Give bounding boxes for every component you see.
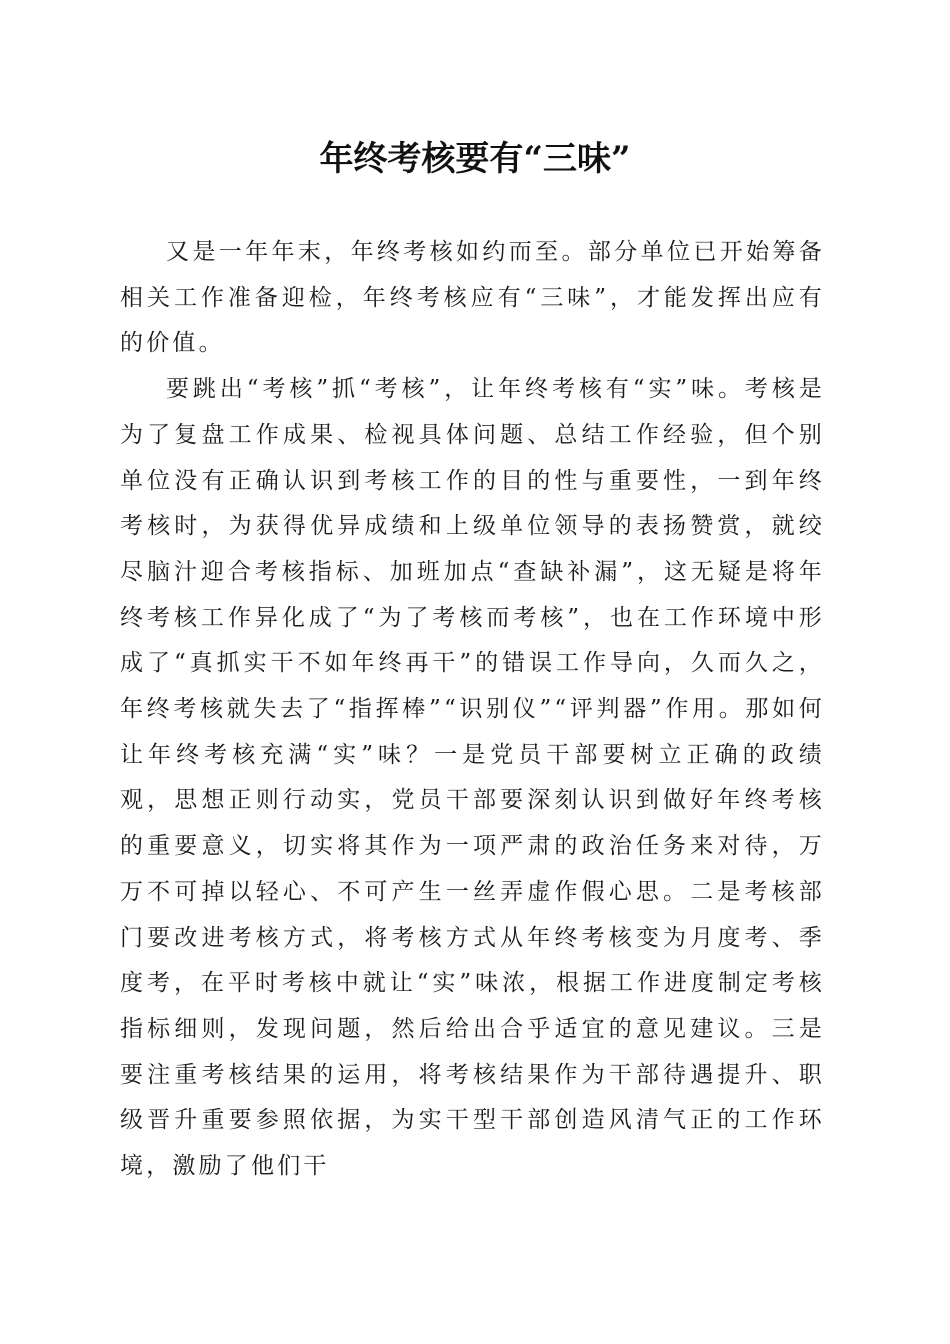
paragraph: 要跳出“考核”抓“考核”，让年终考核有“实”味。考核是为了复盘工作成果、检视具体问题、总结工作经验，但个别单位没有正确认识到考核工作的目的性与重要性，一到年终考核时，为获得优异成绩和上级单位领导的表扬赞赏，就绞尽脑汁迎合考核指标、加班加点“查缺补漏”，这无疑是将年终考核工作异化成了“为了考核而考核”，也在工作环境中形成了“真抓实干不如年终再干”的错误工作导向，久而久之，年终考核就失去了“指挥棒”“识别仪”“评判器”作用。那如何让年终考核充满“实”味？一是党员干部要树立正确的政绩观，思想正则行动实，党员干部要深刻认识到做好年终考核的重要意义，切实将其作为一项严肃的政治任务来对待，万万不可掉以轻心、不可产生一丝弄虚作假心思。二是考核部门要改进考核方式，将考核方式从年终考核变为月度考、季度考，在平时考核中就让“实”味浓，根据工作进度制定考核指标细则，发现问题，然后给出合乎适宜的意见建议。三是要注重考核结果的运用，将考核结果作为干部待遇提升、职级晋升重要参照依据，为实干型干部创造风清气正的工作环境，激励了他们干	[120, 376, 825, 1180]
paragraph: 又是一年年末，年终考核如约而至。部分单位已开始筹备相关工作准备迎检，年终考核应有“三味”，才能发挥出应有的价值。	[120, 239, 825, 357]
document-body	[120, 230, 825, 1190]
document-title: 年终考核要有“三味”	[319, 139, 631, 179]
